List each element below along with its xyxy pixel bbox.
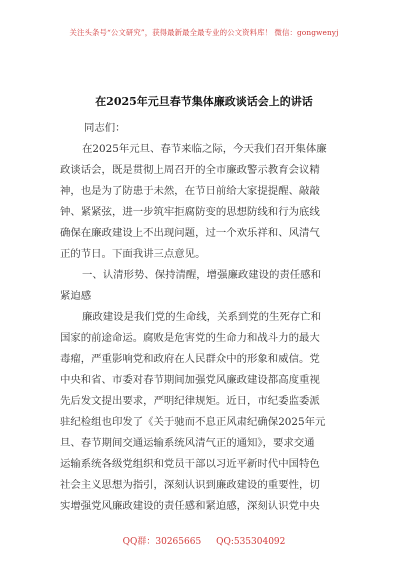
paragraph-2-line: 运输系统各级党组织和党员干部以习近平新时代中国特色	[60, 458, 320, 470]
paragraph-1	[60, 139, 346, 265]
footer	[0, 534, 408, 547]
paragraph-2-line: 毒瘤，严重影响党和政府在人民群众中的形象和威信。党	[60, 353, 320, 365]
section-1-heading	[60, 265, 346, 307]
paragraph-2	[60, 307, 346, 517]
greeting: 同志们：	[84, 122, 126, 134]
paragraph-2-line: 廉政建设是我们党的生命线，关系到党的生死存亡和	[82, 311, 321, 323]
document-title: 在2025年元旦春节集体廉政谈话会上的讲话	[95, 95, 313, 108]
paragraph-2-line: 中央和省、市委对春节期间加强党风廉政建设都高度重视	[60, 374, 320, 386]
paragraph-1-line: 正的节日。下面我讲三点意见。	[60, 248, 206, 260]
paragraph-2-line: 旦、春节期间交通运输系统风清气正的通知》，要求交通	[60, 437, 315, 449]
paragraph-2-line: 国家的前途命运。腐败是危害党的生命力和战斗力的最大	[60, 332, 320, 344]
paragraph-2-line: 实增强党风廉政建设的责任感和紧迫感，深刻认识党中央	[60, 500, 320, 512]
section-heading-line: 紧迫感	[60, 290, 92, 302]
header-banner: 关注头条号“公文研究”，获得最新最全最专业的公文资料库！ 微信：gongwenyj	[69, 28, 339, 37]
paragraph-2-line: 社会主义思想为指引，深刻认识到廉政建设的重要性，切	[60, 479, 320, 491]
footer-qq-group: QQ群：30265665	[122, 537, 202, 547]
paragraph-1-line: 钟、紧紧弦，进一步筑牢拒腐防变的思想防线和行为底线	[60, 206, 320, 218]
paragraph-1-line: 在2025年元旦、春节来临之际，今天我们召开集体廉	[82, 143, 327, 155]
section-heading-line: 一、认清形势、保持清醒，增强廉政建设的责任感和	[82, 269, 321, 281]
paragraph-1-line: 确保在廉政建设上不出现问题，过一个欢乐祥和、风清气	[60, 227, 320, 239]
paragraph-1-line: 神，也是为了防患于未然，在节日前给大家提提醒、敲敲	[60, 185, 320, 197]
paragraph-2-line: 驻纪检组也印发了《关于驰而不息正风肃纪确保2025年元	[60, 416, 326, 428]
paragraph-1-line: 政谈话会，既是贯彻上周召开的全市廉政警示教育会议精	[60, 164, 320, 176]
paragraph-2-line: 先后发文提出要求，严明纪律规矩。近日，市纪委监委派	[60, 395, 320, 407]
footer-qq-contact: QQ:535304092	[216, 537, 286, 547]
